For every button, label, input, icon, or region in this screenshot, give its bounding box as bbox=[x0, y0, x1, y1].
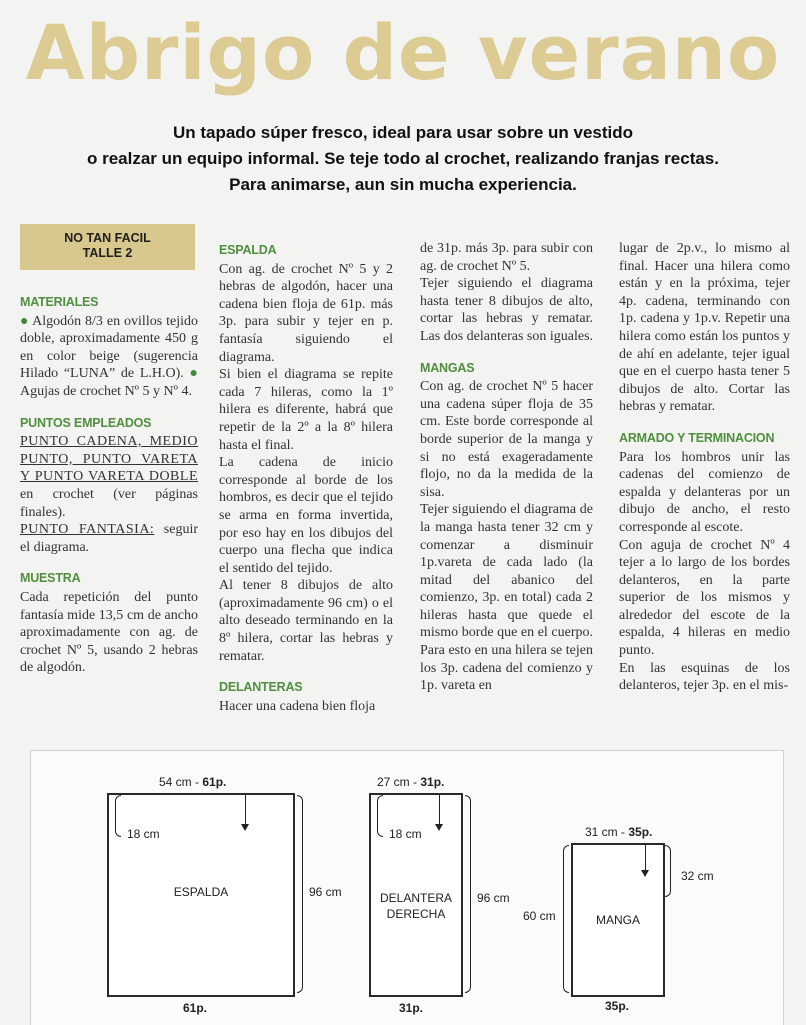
puntos-heading: PUNTOS EMPLEADOS bbox=[20, 415, 152, 430]
subtitle bbox=[40, 120, 766, 198]
espalda-text-3: La cadena de inicio corresponde al borde de los hombros, es decir que el tejido se arma en forma invertida, por eso hay en los dibujos del cuerpo una flecha que indica el sentido del tejido. bbox=[219, 455, 393, 576]
manga-side-measure: 32 cm bbox=[681, 869, 714, 883]
espalda-height: 96 cm bbox=[309, 885, 342, 899]
delantera-side-measure: 18 cm bbox=[389, 827, 422, 841]
delantera-direction-arrow bbox=[439, 795, 440, 825]
puntos-names: PUNTO CADENA, MEDIO PUNTO, PUNTO VARETA Y PUNTO VARETA DOBLE bbox=[20, 434, 198, 485]
subtitle-line-2: o realzar un equipo informal. Se teje todo al crochet, realizando franjas rectas. bbox=[86, 149, 719, 168]
materiales-item-1: Algodón 8/3 en ovillos tejido doble, aproximadamente 450 g en color beige (sugerencia Hilado “LUNA” de L.H.O). bbox=[20, 313, 198, 382]
espalda-direction-arrow bbox=[245, 795, 246, 825]
armado-text-3: En las esquinas de los delanteros, tejer 3p. en el mis- bbox=[619, 660, 790, 694]
delantera-top-width: 27 cm - 31p. bbox=[377, 775, 445, 789]
puntos-note: en crochet (ver páginas finales). bbox=[20, 486, 198, 520]
espalda-side-measure: 18 cm bbox=[127, 827, 160, 841]
punto-fantasia-label: PUNTO FANTASIA: bbox=[20, 522, 155, 538]
column-3 bbox=[420, 240, 593, 695]
manga-bottom-count: 35p. bbox=[605, 999, 630, 1013]
delantera-height-brace bbox=[465, 795, 471, 993]
espalda-18cm-brace bbox=[115, 795, 121, 837]
delantera-label-1: DELANTERA bbox=[379, 891, 453, 905]
column-1 bbox=[20, 280, 198, 677]
delanteras-heading: DELANTERAS bbox=[219, 680, 303, 695]
manga-32cm-brace bbox=[665, 845, 671, 897]
materiales-text bbox=[20, 313, 198, 401]
difficulty-badge bbox=[20, 224, 195, 270]
puntos-text bbox=[20, 433, 198, 556]
manga-label: MANGA bbox=[595, 913, 640, 927]
delanteras-text-cont: de 31p. más 3p. para subir con ag. de crochet Nº 5. bbox=[420, 241, 593, 274]
mangas-text-2: Tejer siguiendo el diagrama de la manga hasta tener 32 cm y comenzar a disminuir 1p.vareta de cada lado (la mitad del abanico del comienzo, 3p. en total) cada 2 hileras hasta que quede el mismo borde que en el cuerpo. Para esto en una hilera se tejen los 3p. cadena del comienzo y 1p. vareta en bbox=[420, 502, 593, 694]
manga-top-width: 31 cm - 35p. bbox=[585, 825, 653, 839]
page-title: Abrigo de verano bbox=[25, 8, 781, 97]
manga-direction-arrow bbox=[645, 845, 646, 871]
column-4 bbox=[619, 240, 790, 695]
mangas-text-1: Con ag. de crochet Nº 5 hacer una cadena súper floja de 35 cm. Este borde corresponde al borde superior de la manga y si no está exageradamente flojo, no da la medida de la sisa. bbox=[420, 379, 593, 500]
bullet-icon: ● bbox=[189, 366, 199, 382]
subtitle-line-3: Para animarse, aun sin mucha experiencia. bbox=[229, 175, 577, 194]
mangas-heading: MANGAS bbox=[420, 360, 475, 375]
manga-height-brace bbox=[563, 845, 569, 993]
manga-height: 60 cm bbox=[523, 909, 556, 923]
size-label: TALLE 2 bbox=[82, 246, 133, 260]
delantera-18cm-brace bbox=[377, 795, 383, 837]
pattern-diagram bbox=[30, 750, 784, 1025]
espalda-bottom-count: 61p. bbox=[183, 1001, 208, 1015]
armado-heading: ARMADO Y TERMINACION bbox=[619, 430, 775, 445]
armado-text-2: Con aguja de crochet Nº 4 tejer a lo largo de los bordes delanteros, en la parte superior de los mismos y alrededor del escote de la espalda, 4 hileras en medio punto. bbox=[619, 537, 790, 659]
armado-text-1: Para los hombros unir las cadenas del comienzo de espalda y delanteras por un dibujo de ancho, el resto corresponde al escote. bbox=[619, 449, 790, 535]
delantera-label-2: DERECHA bbox=[386, 907, 446, 921]
muestra-heading: MUESTRA bbox=[20, 571, 81, 586]
delanteras-text-2: Tejer siguiendo el diagrama hasta tener 8 dibujos de alto, cortar las hebras y rematar. Las dos delanteras son iguales. bbox=[420, 276, 594, 344]
subtitle-line-1: Un tapado súper fresco, ideal para usar sobre un vestido bbox=[172, 123, 634, 142]
difficulty-label: NO TAN FACIL bbox=[64, 231, 151, 245]
mangas-text-cont: lugar de 2p.v., lo mismo al final. Hacer una hilera como están y en la próxima, tejer 4p. cadena, terminando con 1p. cadena y 1p.v. Repetir una hilera como están los puntos y de ahí en adelante, tejer igual que en el cuerpo hasta tener 5 dibujos de alto. Cortar las hebras y rematar. bbox=[619, 241, 790, 415]
espalda-heading: ESPALDA bbox=[219, 243, 277, 257]
delanteras-text: Hacer una cadena bien floja bbox=[219, 698, 376, 714]
delantera-height: 96 cm bbox=[477, 891, 510, 905]
espalda-height-brace bbox=[297, 795, 303, 993]
materiales-item-2: Agujas de crochet Nº 5 y Nº 4. bbox=[20, 383, 192, 399]
muestra-text: Cada repetición del punto fantasía mide 13,5 cm de ancho aproximadamente con ag. de crochet Nº 5, usando 2 hebras de algodón. bbox=[20, 589, 198, 676]
espalda-text-1: Con ag. de crochet Nº 5 y 2 hebras de algodón, hacer una cadena bien floja de 61p. más 3p. para subir y tejer en p. fantasía siguiendo el diagrama. bbox=[219, 261, 393, 365]
espalda-top-width: 54 cm - 61p. bbox=[159, 775, 227, 789]
delantera-bottom-count: 31p. bbox=[399, 1001, 424, 1015]
column-2 bbox=[219, 240, 393, 715]
materiales-heading: MATERIALES bbox=[20, 295, 99, 309]
espalda-text-4: Al tener 8 dibujos de alto (aproximadamente 96 cm) o el alto deseado terminando en la 8º hilera, cortar las hebras y rematar. bbox=[219, 578, 393, 664]
espalda-text-2: Si bien el diagrama se repite cada 7 hileras, como la 1º hilera es diferente, habrá que repetir de la 2º a la 8º hilera hasta el final. bbox=[219, 367, 393, 453]
bullet-icon: ● bbox=[20, 313, 29, 329]
espalda-label: ESPALDA bbox=[173, 885, 229, 899]
punto-fantasia-note: seguir el diagrama. bbox=[20, 522, 198, 555]
